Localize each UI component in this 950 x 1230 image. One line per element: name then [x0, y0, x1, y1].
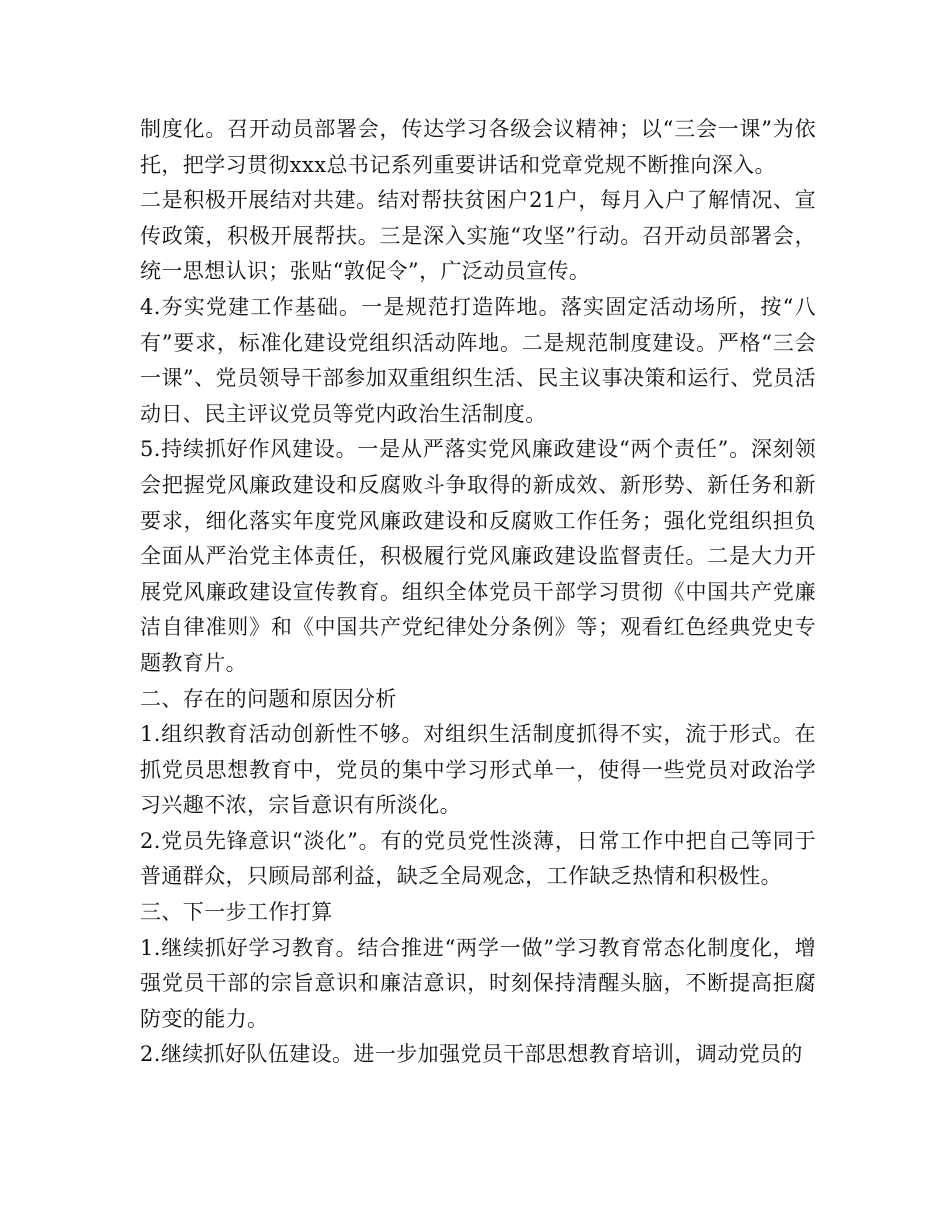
paragraph-item-5: 5.持续抓好作风建设。一是从严落实党风廉政建设“两个责任”。深刻领会把握党风廉政建设和反腐败斗争取得的新成效、新形势、新任务和新要求，细化落实年度党风廉政建设和反腐败工作任务；强化党组织担负全面从严治党主体责任，积极履行党风廉政建设监督责任。二是大力开展党风廉政建设宣传教育。组织全体党员干部学习贯彻《中国共产党廉洁自律准则》和《中国共产党纪律处分条例》等；观看红色经典党史专题教育片。	[140, 437, 816, 675]
paragraph-problem-1: 1.组织教育活动创新性不够。对组织生活制度抓得不实，流于形式。在抓党员思想教育中，党员的集中学习形式单一，使得一些党员对政治学习兴趣不浓，宗旨意识有所淡化。	[140, 722, 816, 818]
paragraph-item-4: 4.夯实党建工作基础。一是规范打造阵地。落实固定活动场所，按“八有”要求，标准化建设党组织活动阵地。二是规范制度建设。严格“三会一课”、党员领导干部参加双重组织生活、民主议事决策和运行、党员活动日、民主评议党员等党内政治生活制度。	[140, 294, 816, 426]
paragraph-pairing-support: 二是积极开展结对共建。结对帮扶贫困户21户，每月入户了解情况、宣传政策，积极开展帮扶。三是深入实施“攻坚”行动。召开动员部署会，统一思想认识；张贴“敦促令”，广泛动员宣传。	[140, 188, 816, 284]
paragraph-continued-intro: 制度化。召开动员部署会，传达学习各级会议精神；以“三会一课”为依托，把学习贯彻xxx总书记系列重要讲话和党章党规不断推向深入。	[140, 117, 816, 177]
paragraph-next-step-1: 1.继续抓好学习教育。结合推进“两学一做”学习教育常态化制度化，增强党员干部的宗旨意识和廉洁意识，时刻保持清醒头脑，不断提高拒腐防变的能力。	[140, 935, 816, 1031]
document-page	[140, 112, 816, 1073]
section-heading-problems: 二、存在的问题和原因分析	[140, 686, 397, 711]
section-heading-next-steps: 三、下一步工作打算	[140, 900, 333, 925]
paragraph-next-step-2: 2.继续抓好队伍建设。进一步加强党员干部思想教育培训，调动党员的	[140, 1042, 803, 1067]
paragraph-problem-2: 2.党员先锋意识“淡化”。有的党员党性淡薄，日常工作中把自己等同于普通群众，只顾局部利益，缺乏全局观念，工作缺乏热情和积极性。	[140, 828, 816, 889]
